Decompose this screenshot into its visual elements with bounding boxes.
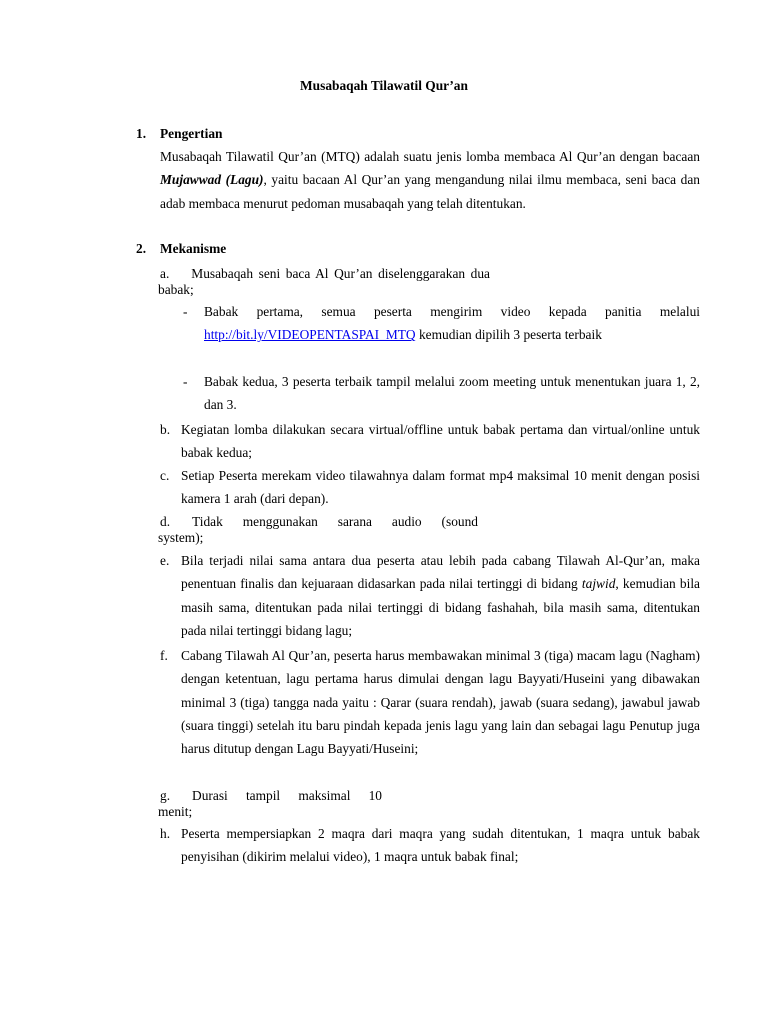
list-item-d: [160, 514, 478, 545]
document-title: Musabaqah Tilawatil Qur’an: [300, 78, 468, 93]
list-item-label: c.: [160, 468, 170, 483]
list-item-g: [160, 788, 382, 819]
list-item-text-end: , kemudian bila masih sama, ditentukan pada nilai tertinggi di bidang fashahah, bila masih sama, ditentukan pada nilai tertinggi bidang lagu;: [181, 576, 700, 638]
list-item-emphasis: tajwid: [581, 576, 616, 592]
video-link[interactable]: http://bit.ly/VIDEOPENTASPAI_MTQ: [204, 327, 416, 343]
sub-item-babak-kedua: [180, 370, 700, 417]
list-item-text: Kegiatan lomba dilakukan secara virtual/offline untuk babak pertama dan virtual/online untuk babak kedua;: [181, 422, 700, 461]
list-item-label: h.: [160, 826, 171, 841]
list-item-text: Tidak menggunakan sarana audio (sound: [192, 514, 478, 529]
pengertian-text-end: , yaitu bacaan Al Qur’an yang mengandung nilai ilmu membaca, seni baca dan adab membaca menurut pedoman musabaqah yang telah ditentukan.: [160, 172, 700, 211]
list-item-text-continued: system);: [158, 529, 204, 545]
list-item-text: Musabaqah seni baca Al Qur’an diselenggarakan dua: [191, 266, 490, 281]
list-item-text: Cabang Tilawah Al Qur’an, peserta harus membawakan minimal 3 (tiga) macam lagu (Nagham) dengan ketentuan, lagu pertama harus dimulai dengan lagu Bayyati/Huseini yang dibawakan minimal 3 (tiga) tangga nada yaitu : Qarar (suara rendah), jawab (suara sedang), jawabul jawab (suara tinggi) setelah itu baru pindah kepada jenis lagu yang lain dan sebagai lagu Penutup juga harus ditutup dengan Lagu Bayyati/Huseini;: [181, 648, 700, 757]
sub-item-text: Babak kedua, 3 peserta terbaik tampil melalui zoom meeting untuk menentukan juara 1, 2, dan 3.: [204, 374, 700, 413]
list-item-label: f.: [160, 648, 168, 663]
list-item-text-continued: babak;: [158, 281, 194, 297]
sub-item-text: Babak pertama, semua peserta mengirim video kepada panitia melalui: [204, 304, 700, 319]
list-item-b: [160, 418, 700, 465]
list-item-f: [160, 644, 700, 760]
dash-bullet: -: [183, 374, 188, 389]
list-item-c: [160, 464, 700, 511]
list-item-e: [160, 549, 700, 642]
pengertian-emphasis: Mujawwad (Lagu): [160, 172, 264, 188]
list-item-label: e.: [160, 553, 170, 568]
pengertian-paragraph: [160, 145, 700, 215]
list-item-text: Bila terjadi nilai sama antara dua peserta atau lebih pada cabang Tilawah Al-Qur’an, maka penentuan finalis dan kejuaraan didasarkan pada nilai tertinggi di bidang: [181, 553, 700, 592]
list-item-text: Setiap Peserta merekam video tilawahnya dalam format mp4 maksimal 10 menit dengan posisi kamera 1 arah (dari depan).: [181, 468, 700, 507]
sub-item-babak-pertama: [180, 300, 700, 347]
dash-bullet: -: [183, 304, 188, 319]
list-item-text: Peserta mempersiapkan 2 maqra dari maqra yang sudah ditentukan, 1 maqra untuk babak penyisihan (dikirim melalui video), 1 maqra untuk babak final;: [181, 826, 700, 865]
list-item-h: [160, 822, 700, 869]
list-item-label: d.: [160, 514, 171, 529]
section-number: 2.: [136, 241, 147, 256]
pengertian-text-start: Musabaqah Tilawatil Qur’an (MTQ) adalah suatu jenis lomba membaca Al Qur’an dengan bacaan: [160, 149, 700, 164]
section-heading-pengertian: Pengertian: [160, 126, 223, 141]
list-item-label: a.: [160, 266, 170, 281]
section-heading-mekanisme: Mekanisme: [160, 241, 227, 256]
list-item-label: b.: [160, 422, 171, 437]
section-number: 1.: [136, 126, 147, 141]
sub-item-text-end: kemudian dipilih 3 peserta terbaik: [415, 327, 602, 343]
list-item-text: Durasi tampil maksimal 10: [192, 788, 382, 803]
list-item-label: g.: [160, 788, 171, 803]
list-item-text-continued: menit;: [158, 803, 193, 819]
list-item-a: [160, 266, 490, 297]
